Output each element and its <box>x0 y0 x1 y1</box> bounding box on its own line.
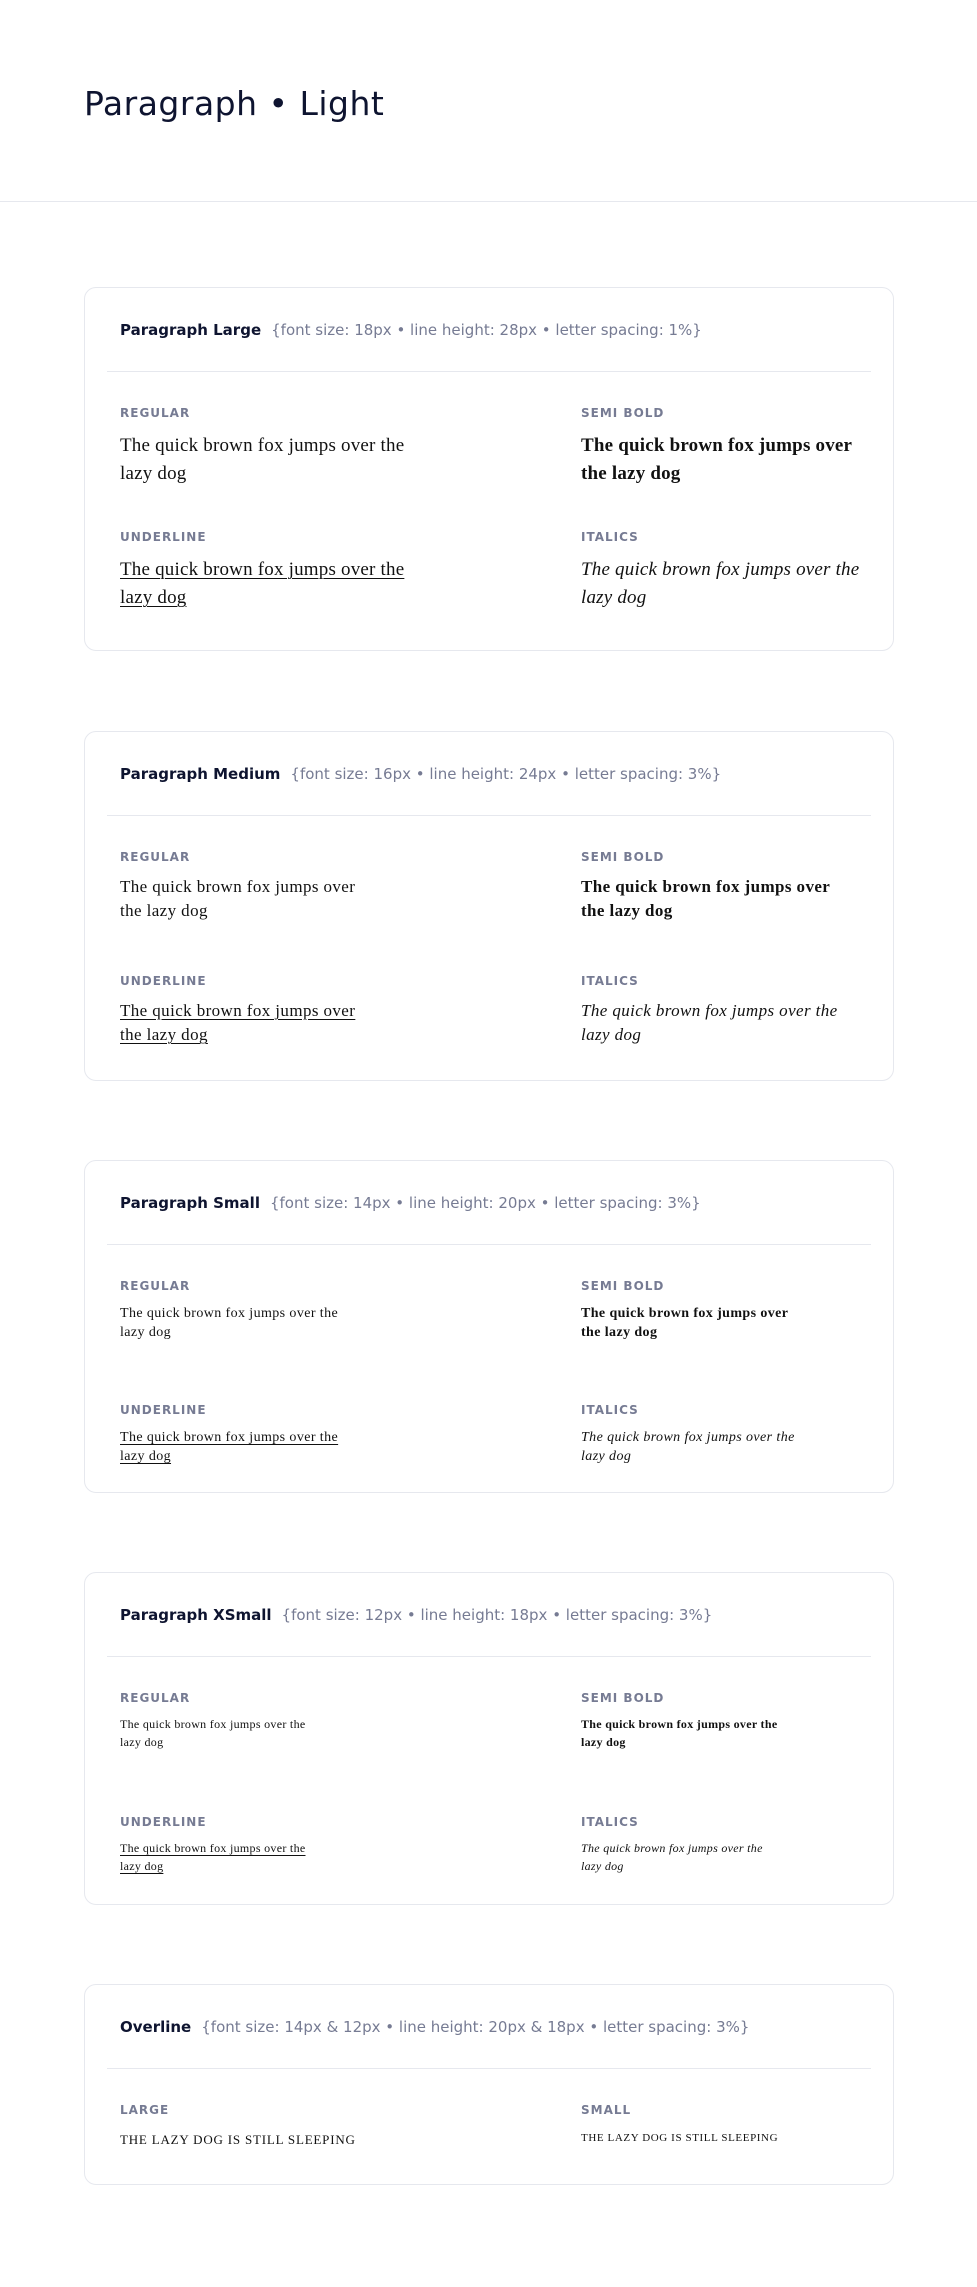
cell-label: UNDERLINE <box>120 1815 207 1829</box>
cell-label: UNDERLINE <box>120 530 207 544</box>
sample-text: The quick brown fox jumps over the lazy dog <box>120 1306 339 1340</box>
cell-small <box>581 2103 778 2144</box>
cell-regular <box>120 1279 350 1342</box>
cell-label: SEMI BOLD <box>581 406 665 420</box>
cell-label: REGULAR <box>120 1691 191 1705</box>
sample-text: The quick brown fox jumps over the lazy dog <box>120 1001 356 1044</box>
card-title: Paragraph Large <box>120 320 262 339</box>
card-paragraph-medium <box>84 731 894 1081</box>
sample-text: The quick brown fox jumps over the lazy dog <box>120 1717 306 1749</box>
sample-text: The quick brown fox jumps over the lazy dog <box>581 877 830 920</box>
cell-regular <box>120 1691 320 1751</box>
sample-text: The quick brown fox jumps over the lazy dog <box>581 1430 795 1464</box>
cell-label: REGULAR <box>120 406 191 420</box>
sample-text: The quick brown fox jumps over the lazy dog <box>581 1001 838 1044</box>
cell-label: UNDERLINE <box>120 1403 207 1417</box>
cell-label: ITALICS <box>581 1815 639 1829</box>
cell-large <box>120 2103 356 2148</box>
cell-underline <box>120 530 410 612</box>
sample-text: The quick brown fox jumps over the lazy dog <box>581 559 860 608</box>
card-header <box>107 732 871 816</box>
card-spec: {font size: 16px • line height: 24px • letter spacing: 3%} <box>290 764 722 783</box>
page-header <box>0 0 977 202</box>
cell-regular <box>120 406 410 488</box>
card-title: Paragraph Medium <box>120 764 281 783</box>
card-title: Paragraph Small <box>120 1193 260 1212</box>
sample-text: The quick brown fox jumps over the lazy dog <box>581 435 852 484</box>
card-spec: {font size: 14px • line height: 20px • letter spacing: 3%} <box>269 1193 701 1212</box>
card-header <box>107 288 871 372</box>
cell-label: REGULAR <box>120 850 191 864</box>
card-spec: {font size: 14px & 12px • line height: 20px & 18px • letter spacing: 3%} <box>201 2017 750 2036</box>
cell-italics <box>581 530 881 612</box>
cell-label: LARGE <box>120 2103 170 2117</box>
card-spec: {font size: 18px • line height: 28px • letter spacing: 1%} <box>271 320 702 339</box>
cell-underline <box>120 974 380 1047</box>
card-spec: {font size: 12px • line height: 18px • letter spacing: 3%} <box>281 1605 713 1624</box>
sample-text: The quick brown fox jumps over the lazy dog <box>120 559 405 608</box>
sample-text: The quick brown fox jumps over the lazy dog <box>120 877 356 920</box>
cell-label: ITALICS <box>581 1403 639 1417</box>
card-paragraph-small <box>84 1160 894 1493</box>
sample-text: The quick brown fox jumps over the lazy dog <box>120 1841 306 1873</box>
card-header <box>107 1985 871 2069</box>
overline-text: THE LAZY DOG IS STILL SLEEPING <box>581 2132 779 2144</box>
sample-text: The quick brown fox jumps over the lazy dog <box>120 435 405 484</box>
cell-label: SEMI BOLD <box>581 850 665 864</box>
page-title: Paragraph • Light <box>84 84 385 123</box>
card-paragraph-large <box>84 287 894 651</box>
overline-text: THE LAZY DOG IS STILL SLEEPING <box>120 2132 356 2147</box>
card-paragraph-xsmall <box>84 1572 894 1905</box>
card-title: Paragraph XSmall <box>120 1605 272 1624</box>
cell-label: UNDERLINE <box>120 974 207 988</box>
sample-text: The quick brown fox jumps over the lazy dog <box>581 1841 763 1873</box>
cell-regular <box>120 850 380 923</box>
cell-semibold <box>581 1279 811 1342</box>
sample-text: The quick brown fox jumps over the lazy dog <box>120 1430 339 1464</box>
cell-italics <box>581 1403 811 1466</box>
cell-underline <box>120 1403 350 1466</box>
card-title: Overline <box>120 2017 192 2036</box>
cell-italics <box>581 974 841 1047</box>
card-header <box>107 1573 871 1657</box>
sample-text: The quick brown fox jumps over the lazy dog <box>581 1306 789 1340</box>
card-overline <box>84 1984 894 2185</box>
cell-semibold <box>581 1691 781 1751</box>
cell-label: ITALICS <box>581 530 639 544</box>
cell-italics <box>581 1815 781 1875</box>
cell-semibold <box>581 850 841 923</box>
cell-label: SEMI BOLD <box>581 1279 665 1293</box>
cell-label: SEMI BOLD <box>581 1691 665 1705</box>
cell-label: SMALL <box>581 2103 632 2117</box>
cell-label: ITALICS <box>581 974 639 988</box>
cell-underline <box>120 1815 320 1875</box>
card-header <box>107 1161 871 1245</box>
sample-text: The quick brown fox jumps over the lazy dog <box>581 1717 778 1749</box>
cell-label: REGULAR <box>120 1279 191 1293</box>
cell-semibold <box>581 406 881 488</box>
